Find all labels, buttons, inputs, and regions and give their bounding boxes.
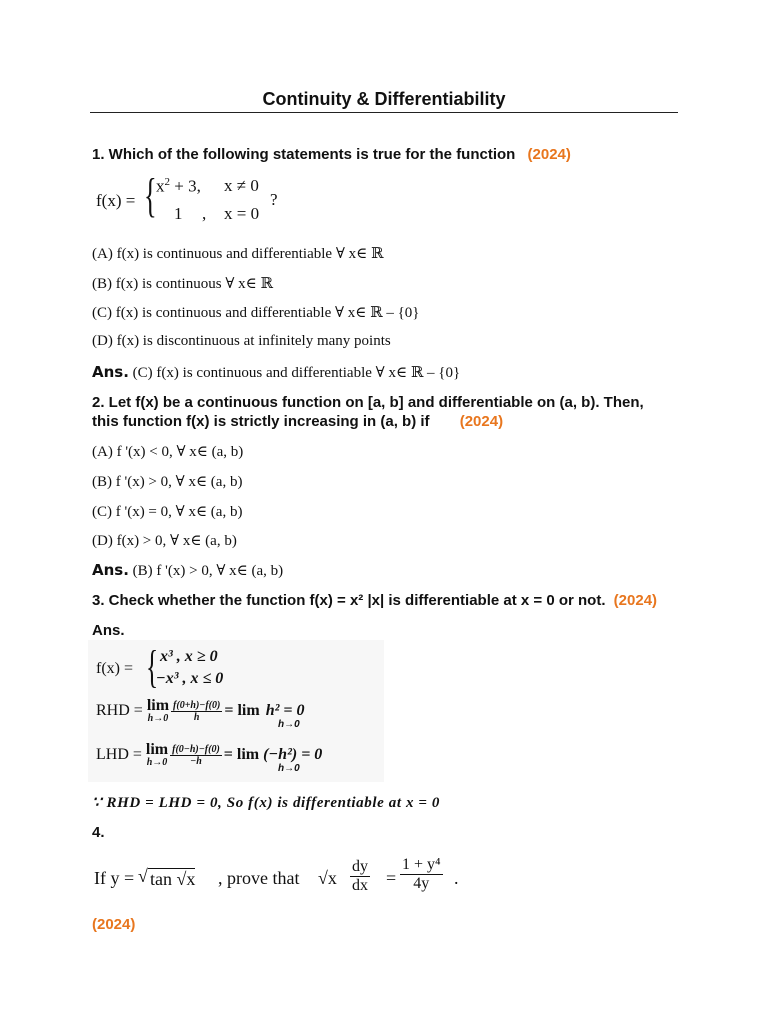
q2-answer: Ans. (B) f '(x) > 0, ∀ x∈ (a, b): [92, 561, 284, 579]
q2-option-a: (A) f '(x) < 0, ∀ x∈ (a, b): [92, 444, 244, 460]
q1-option-a: (A) f(x) is continuous and differentiable ∀ x∈ ℝ: [92, 246, 384, 262]
q2-option-c: (C) f '(x) = 0, ∀ x∈ (a, b): [92, 504, 243, 520]
question-1-stem: 1. Which of the following statements is true for the function: [92, 146, 516, 163]
question-3-text: 3. Check whether the function f(x) = x² |x| is differentiable at x = 0 or not. (2024): [92, 592, 658, 609]
rhd-lim-sub-2: h→0: [278, 719, 300, 730]
lhd-equals-lim: = lim: [223, 746, 260, 763]
q3-case-1: x³ , x ≥ 0: [160, 648, 218, 665]
rhd-tail: h² = 0: [265, 702, 305, 719]
q4-period: .: [454, 868, 459, 888]
rhd-line: [96, 698, 305, 724]
q2-option-b: (B) f '(x) > 0, ∀ x∈ (a, b): [92, 474, 243, 490]
question-1-function: [94, 169, 294, 228]
case-1-condition: x ≠ 0: [224, 176, 259, 195]
case-2-expr: 1: [174, 204, 183, 223]
case-2-comma: ,: [202, 204, 207, 223]
question-4-year: (2024): [92, 916, 136, 933]
question-4-statement: [94, 852, 474, 904]
q4-sqrtx: √x: [318, 868, 337, 888]
rhd-equals-lim: = lim: [224, 702, 260, 719]
brace: {: [144, 169, 157, 222]
title-underline: [90, 112, 678, 113]
q4-if: If y =: [94, 868, 135, 888]
question-1-text: [92, 146, 571, 163]
rhd-label: RHD =: [96, 702, 143, 719]
lhd-fraction: $\frac{f(0-h)-f(0)}{-h}$: [172, 743, 220, 767]
q4-sqrt-tan: √ tan √x: [138, 866, 196, 889]
question-3-ans-label: Ans.: [92, 622, 125, 639]
q2-option-d: (D) f(x) > 0, ∀ x∈ (a, b): [92, 533, 237, 549]
q1-option-c: (C) f(x) is continuous and differentiable ∀ x∈ ℝ – {0}: [92, 305, 420, 321]
question-3-year: (2024): [613, 592, 658, 609]
question-2-line-2: this function f(x) is strictly increasing in (a, b) if (2024): [92, 413, 504, 430]
q3-piecewise: [96, 641, 376, 694]
rhd-lim: lim h→0: [146, 697, 170, 724]
q1-answer: Ans. (C) f(x) is continuous and differentiable ∀ x∈ ℝ – {0}: [92, 363, 461, 381]
q3-conclusion: ∵ RHD = LHD = 0, So f(x) is differentiable at x = 0: [92, 795, 440, 811]
q4-equals: =: [386, 868, 397, 888]
lhd-tail: (−h²) = 0: [263, 746, 323, 763]
question-mark: ?: [270, 190, 278, 209]
q4-rhs: $\frac{\text{1 + y⁴}}{4y}$: [402, 856, 441, 892]
q1-option-b: (B) f(x) is continuous ∀ x∈ ℝ: [92, 276, 273, 292]
fx-lhs: f(x) =: [96, 191, 136, 210]
q4-dydx: $\frac{dy}{dx}$: [352, 858, 368, 894]
question-2-year: (2024): [459, 413, 504, 430]
q4-prove: , prove that: [218, 868, 300, 888]
case-2-condition: x = 0: [224, 204, 260, 223]
lhd-label: LHD =: [96, 746, 142, 763]
q3-case-2: −x³ , x ≤ 0: [156, 670, 224, 687]
question-2-line-1: 2. Let f(x) be a continuous function on [a, b] and differentiable on (a, b). Then,: [92, 394, 644, 411]
question-4-number: 4.: [92, 824, 105, 841]
q1-option-d: (D) f(x) is discontinuous at infinitely many points: [92, 333, 391, 349]
lhd-lim-sub-2: h→0: [278, 763, 300, 774]
question-3-solution-box: [88, 640, 384, 782]
case-1-expr: $x^2 + 3$,: [156, 176, 201, 196]
q3-brace: {: [146, 641, 159, 692]
question-1-year: (2024): [527, 146, 571, 163]
q3-fx-lhs: f(x) =: [96, 660, 134, 677]
page-title: Continuity & Differentiability: [262, 89, 506, 109]
lhd-lim: lim h→0: [145, 741, 169, 768]
rhd-fraction: $\frac{f(0+h)-f(0)}{h}$: [173, 699, 221, 723]
